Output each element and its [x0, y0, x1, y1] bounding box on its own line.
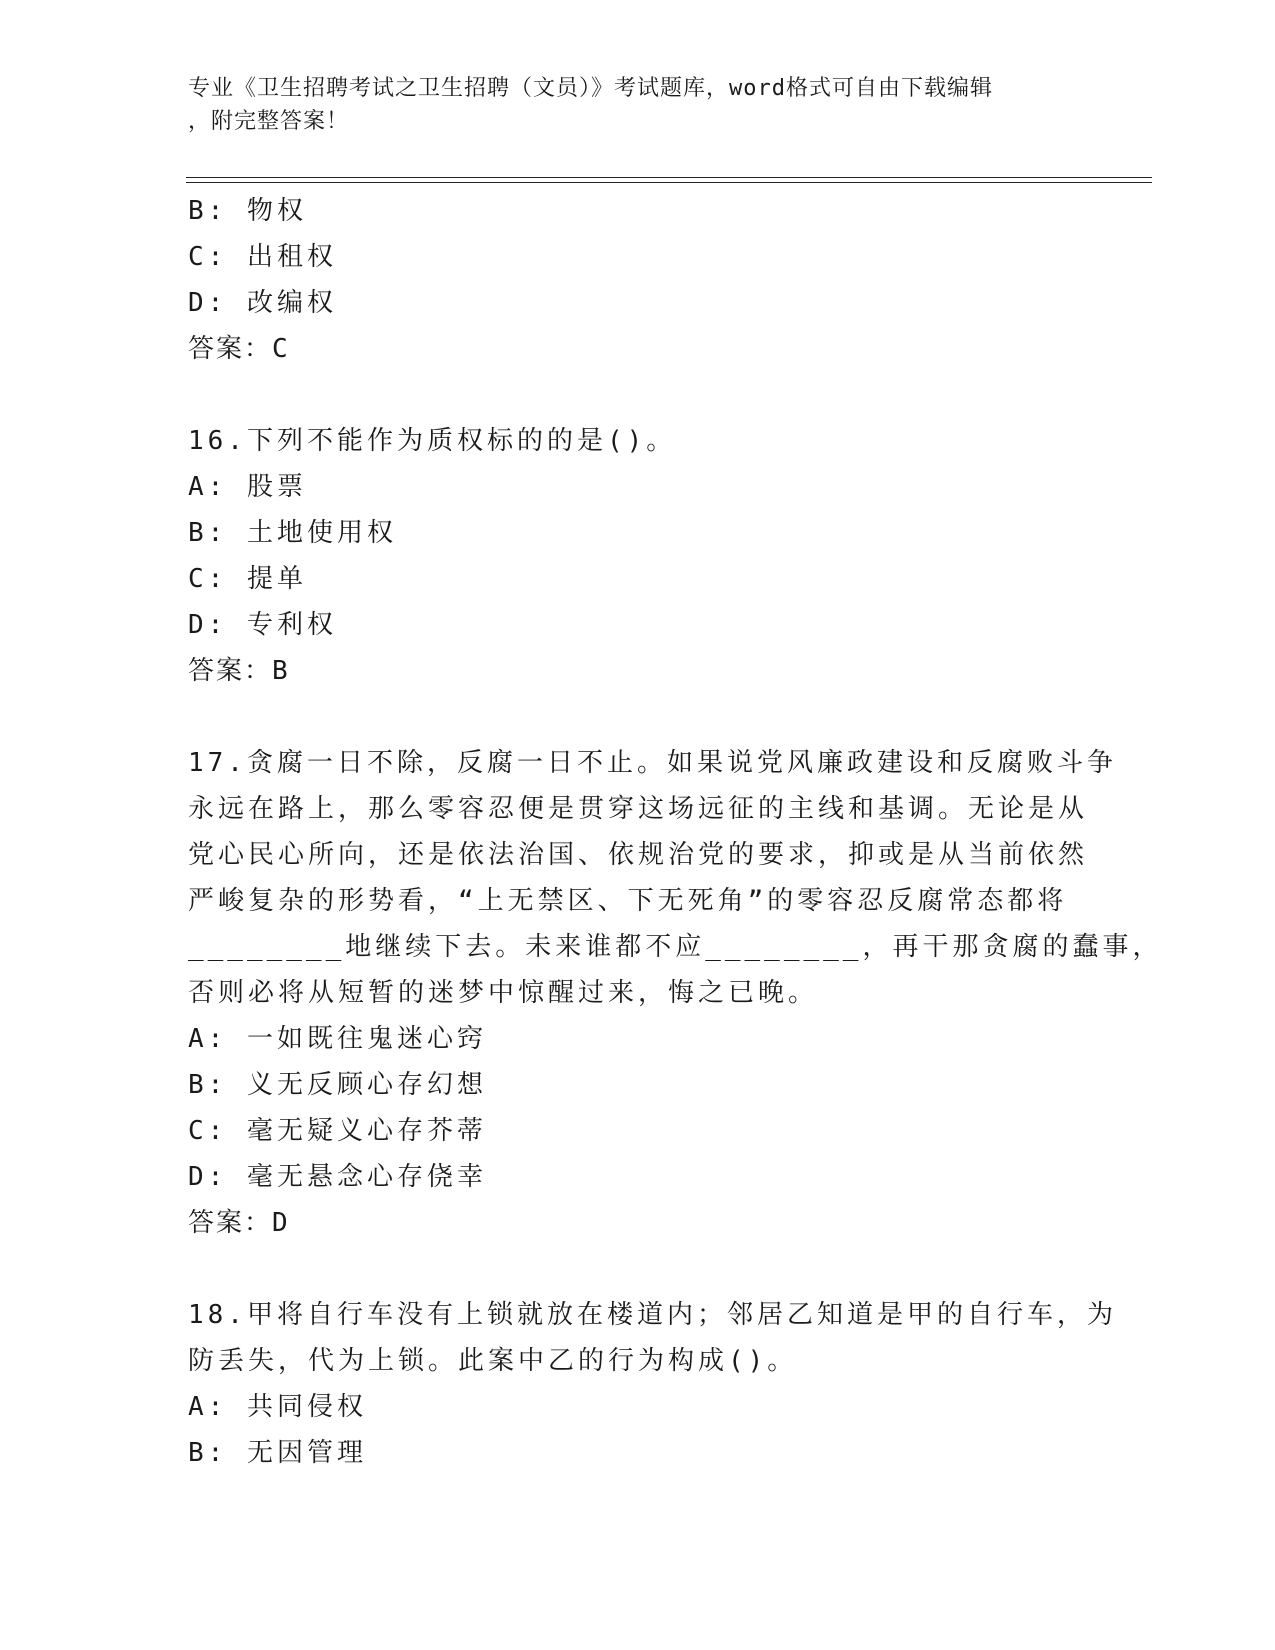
question-17: [188, 740, 1163, 1246]
option-b: B: 物权: [188, 196, 307, 226]
question-15-continued: [188, 188, 1088, 372]
question-stem-line: 17.贪腐一日不除，反腐一日不止。如果说党风廉政建设和反腐败斗争: [188, 748, 1117, 778]
option-a: A: 一如既往鬼迷心窍: [188, 1024, 487, 1054]
header-line-1: 专业《卫生招聘考试之卫生招聘（文员）》考试题库，word格式可自由下载编辑: [188, 76, 993, 101]
spacer: [188, 694, 1088, 740]
option-a: A: 共同侵权: [188, 1392, 367, 1422]
question-stem-line: 严峻复杂的形势看，“上无禁区、下无死角”的零容忍反腐常态都将: [188, 886, 1068, 916]
option-c: C: 提单: [188, 564, 307, 594]
answer-line: 答案：C: [188, 334, 290, 364]
question-16: [188, 418, 1088, 694]
question-stem-line: ________地继续下去。未来谁都不应________，再干那贪腐的蠢事，: [188, 932, 1163, 962]
header-line-2: ，附完整答案！: [188, 109, 350, 134]
spacer: [188, 372, 1088, 418]
question-stem: 16.下列不能作为质权标的的是()。: [188, 426, 677, 456]
answer-line: 答案：D: [188, 1208, 290, 1238]
header-divider-top: [186, 177, 1152, 178]
option-a: A: 股票: [188, 472, 307, 502]
header-divider-bottom: [186, 182, 1152, 183]
question-18: [188, 1292, 1117, 1476]
question-stem-line: 18.甲将自行车没有上锁就放在楼道内；邻居乙知道是甲的自行车，为: [188, 1300, 1117, 1330]
option-b: B: 无因管理: [188, 1438, 367, 1468]
option-c: C: 出租权: [188, 242, 337, 272]
document-header: [188, 72, 1088, 138]
option-b: B: 义无反顾心存幻想: [188, 1070, 487, 1100]
option-c: C: 毫无疑义心存芥蒂: [188, 1116, 487, 1146]
option-b: B: 土地使用权: [188, 518, 397, 548]
question-list: [188, 188, 1163, 1476]
question-stem-line: 防丢失，代为上锁。此案中乙的行为构成()。: [188, 1346, 798, 1376]
answer-line: 答案：B: [188, 656, 290, 686]
spacer: [188, 1246, 1088, 1292]
option-d: D: 改编权: [188, 288, 337, 318]
question-stem-line: 永远在路上，那么零容忍便是贯穿这场远征的主线和基调。无论是从: [188, 794, 1089, 824]
option-d: D: 毫无悬念心存侥幸: [188, 1162, 487, 1192]
question-stem-line: 否则必将从短暂的迷梦中惊醒过来，悔之已晚。: [188, 978, 819, 1008]
question-stem-line: 党心民心所向，还是依法治国、依规治党的要求，抑或是从当前依然: [188, 840, 1089, 870]
option-d: D: 专利权: [188, 610, 337, 640]
